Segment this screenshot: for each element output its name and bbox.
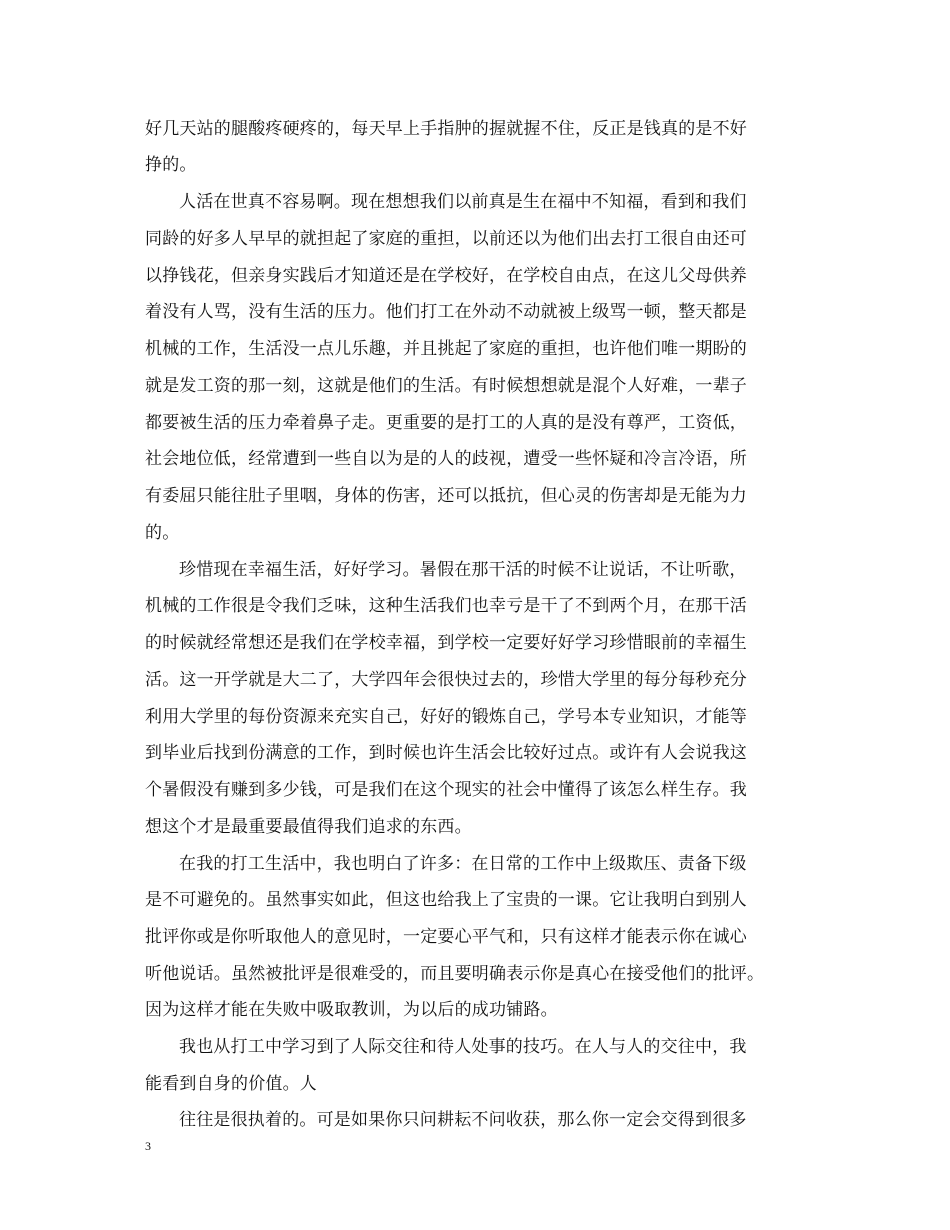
paragraph-first-line: 人活在世真不容易啊。现在想想我们以前真是生在福中不知福，看到和我们 [179, 192, 747, 212]
text-line: 因为这样才能在失败中吸取教训，为以后的成功铺路。 [145, 1000, 558, 1020]
text-line: 社会地位低，经常遭到一些自以为是的人的歧视，遭受一些怀疑和冷言冷语，所 [145, 449, 747, 469]
page-number: 3 [145, 1139, 151, 1153]
text-line: 好几天站的腿酸疼硬疼的，每天早上手指肿的握就握不住，反正是钱真的是不好 [145, 119, 747, 139]
text-line: 个暑假没有赚到多少钱，可是我们在这个现实的社会中懂得了该怎么样生存。我 [145, 780, 747, 800]
text-line: 听他说话。虽然被批评是很难受的，而且要明确表示你是真心在接受他们的批评。 [145, 964, 765, 984]
text-line: 的。 [145, 523, 180, 543]
text-line: 利用大学里的每份资源来充实自己，好好的锻炼自己，学号本专业知识，才能等 [145, 707, 747, 727]
text-line: 机械的工作很是令我们乏味，这种生活我们也幸亏是干了不到两个月，在那干活 [145, 596, 747, 616]
text-line: 到毕业后找到份满意的工作，到时候也许生活会比较好过点。或许有人会说我这 [145, 743, 747, 763]
text-line: 就是发工资的那一刻，这就是他们的生活。有时候想想就是混个人好难，一辈子 [145, 376, 747, 396]
text-line: 的时候就经常想还是我们在学校幸福，到学校一定要好好学习珍惜眼前的幸福生 [145, 633, 747, 653]
text-line: 是不可避免的。虽然事实如此，但这也给我上了宝贵的一课。它让我明白到别人 [145, 890, 747, 910]
paragraph-first-line: 在我的打工生活中，我也明白了许多：在日常的工作中上级欺压、责备下级 [179, 854, 747, 874]
text-line: 挣的。 [145, 155, 197, 175]
paragraph-first-line: 往往是很执着的。可是如果你只问耕耘不问收获，那么你一定会交得到很多 [179, 1110, 747, 1130]
text-line: 着没有人骂，没有生活的压力。他们打工在外动不动就被上级骂一顿，整天都是 [145, 302, 747, 322]
text-line: 能看到自身的价值。人 [145, 1074, 317, 1094]
text-line: 以挣钱花，但亲身实践后才知道还是在学校好，在学校自由点，在这儿父母供养 [145, 266, 747, 286]
text-line: 活。这一开学就是大二了，大学四年会很快过去的，珍惜大学里的每分每秒充分 [145, 670, 747, 690]
text-line: 机械的工作，生活没一点儿乐趣，并且挑起了家庭的重担，也许他们唯一期盼的 [145, 339, 747, 359]
text-line: 批评你或是你听取他人的意见时，一定要心平气和，只有这样才能表示你在诚心 [145, 927, 747, 947]
text-line: 有委屈只能往肚子里咽，身体的伤害，还可以抵抗，但心灵的伤害却是无能为力 [145, 486, 747, 506]
text-line: 都要被生活的压力牵着鼻子走。更重要的是打工的人真的是没有尊严，工资低， [145, 413, 747, 433]
paragraph-first-line: 珍惜现在幸福生活，好好学习。暑假在那干活的时候不让说话，不让听歌， [179, 560, 747, 580]
text-line: 想这个才是最重要最值得我们追求的东西。 [145, 817, 472, 837]
paragraph-first-line: 我也从打工中学习到了人际交往和待人处事的技巧。在人与人的交往中，我 [179, 1037, 747, 1057]
text-line: 同龄的好多人早早的就担起了家庭的重担，以前还以为他们出去打工很自由还可 [145, 229, 747, 249]
